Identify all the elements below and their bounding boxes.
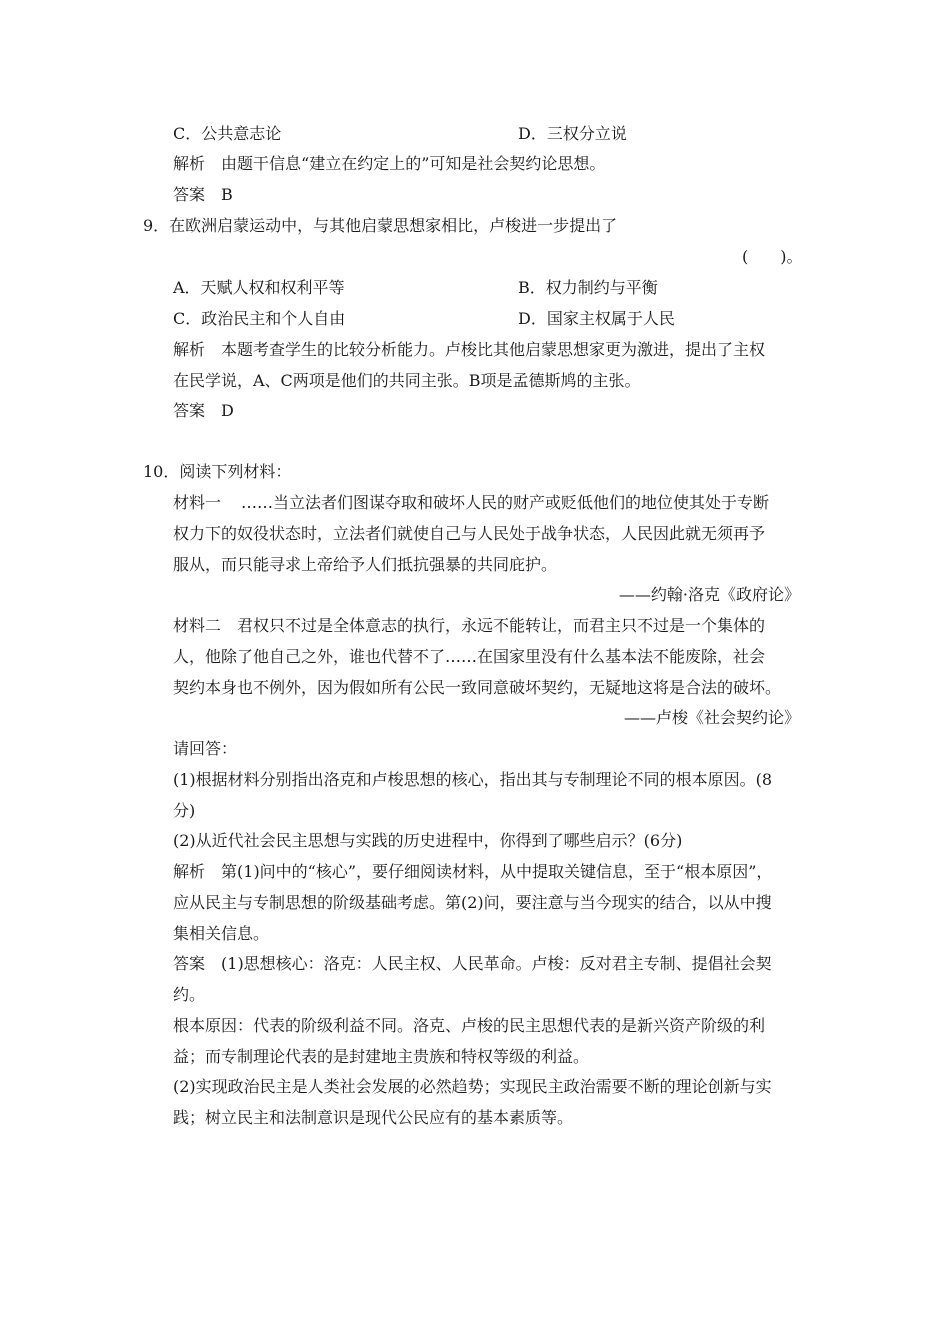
q9-option-c: C．政治民主和个人自由 [173, 309, 346, 328]
q10-answer-line-6: 践；树立民主和法制意识是现代公民应有的基本素质等。 [173, 1108, 574, 1127]
answer-label: 答案 [173, 954, 206, 973]
q10-analysis-line-2: 应从民主与专制思想的阶级基础考虑。第(2)问，要注意与当今现实的结合，以从中搜 [173, 893, 772, 912]
q9-option-d: D．国家主权属于人民 [518, 309, 675, 328]
material-2-text: 君权只不过是全体意志的执行，永远不能转让，而君主只不过是一个集体的 [237, 616, 766, 635]
q10-answer-line-4: 益；而专制理论代表的是封建地主贵族和特权等级的利益。 [173, 1047, 590, 1066]
q10-material-2-source: ——卢梭《社会契约论》 [623, 708, 800, 727]
q8-option-c: C．公共意志论 [173, 124, 282, 143]
answer-text: (1)思想核心：洛克：人民主权、人民革命。卢梭：反对君主专制、提倡社会契 [221, 954, 772, 973]
q10-material-2-line-1 [173, 615, 765, 637]
q10-material-1-line-1 [173, 492, 769, 514]
analysis-text: 第(1)问中的“核心”，要仔细阅读材料，从中提取关键信息，至于“根本原因”， [221, 862, 773, 881]
q9-option-a: A．天赋人权和权利平等 [173, 278, 345, 297]
q10-stem: 10．阅读下列材料： [143, 462, 292, 481]
q10-prompt: 请回答： [173, 739, 238, 758]
material-1-text: ……当立法者们图谋夺取和破坏人民的财产或贬低他们的地位使其处于专断 [241, 493, 770, 512]
q10-subquestion-2: (2)从近代社会民主思想与实践的历史进程中，你得到了哪些启示？(6分) [173, 831, 683, 850]
analysis-text: 本题考查学生的比较分析能力。卢梭比其他启蒙思想家更为激进，提出了主权 [221, 340, 766, 359]
q8-option-d: D．三权分立说 [518, 124, 627, 143]
q10-material-2-line-3: 契约本身也不例外，因为假如所有公民一致同意破坏契约，无疑地这将是合法的破坏。 [173, 678, 782, 697]
answer-text: B [221, 185, 233, 204]
q10-material-1-line-2: 权力下的奴役状态时，立法者们就使自己与人民处于战争状态，人民因此就无须再予 [173, 524, 766, 543]
q10-analysis-line-1 [173, 861, 772, 883]
q10-answer-line-5: (2)实现政治民主是人类社会发展的必然趋势；实现民主政治需要不断的理论创新与实 [173, 1077, 772, 1096]
answer-label: 答案 [173, 401, 206, 420]
q10-answer-line-1 [173, 953, 772, 975]
analysis-label: 解析 [173, 862, 206, 881]
q8-answer [173, 184, 233, 206]
q9-stem: 9．在欧洲启蒙运动中，与其他启蒙思想家相比，卢梭进一步提出了 [143, 216, 618, 235]
material-2-label: 材料二 [173, 616, 222, 635]
q10-subquestion-1-line-1: (1)根据材料分别指出洛克和卢梭思想的核心，指出其与专制理论不同的根本原因。(8 [173, 770, 773, 789]
q9-option-b: B．权力制约与平衡 [518, 278, 658, 297]
analysis-text: 由题干信息“建立在约定上的”可知是社会契约论思想。 [221, 154, 606, 173]
q10-material-1-line-3: 服从，而只能寻求上帝给予人们抵抗强暴的共同庇护。 [173, 555, 558, 574]
q9-answer [173, 400, 234, 422]
q9-answer-blank: ( )。 [742, 247, 803, 266]
q8-analysis [173, 153, 605, 175]
q9-analysis-line-1 [173, 339, 765, 361]
analysis-label: 解析 [173, 154, 206, 173]
q10-answer-line-2: 约。 [173, 985, 206, 1004]
answer-text: D [221, 401, 234, 420]
answer-label: 答案 [173, 185, 206, 204]
q10-material-1-source: ——约翰·洛克《政府论》 [618, 585, 800, 604]
material-1-label: 材料一 [173, 493, 222, 512]
q10-answer-line-3: 根本原因：代表的阶级利益不同。洛克、卢梭的民主思想代表的是新兴资产阶级的利 [173, 1016, 766, 1035]
q10-subquestion-1-line-2: 分) [173, 801, 196, 820]
q10-material-2-line-2: 人，他除了他自己之外，谁也代替不了……在国家里没有什么基本法不能废除，社会 [173, 647, 766, 666]
q9-analysis-line-2: 在民学说，A、C两项是他们的共同主张。B项是孟德斯鸠的主张。 [173, 371, 641, 390]
analysis-label: 解析 [173, 340, 206, 359]
q10-analysis-line-3: 集相关信息。 [173, 924, 270, 943]
